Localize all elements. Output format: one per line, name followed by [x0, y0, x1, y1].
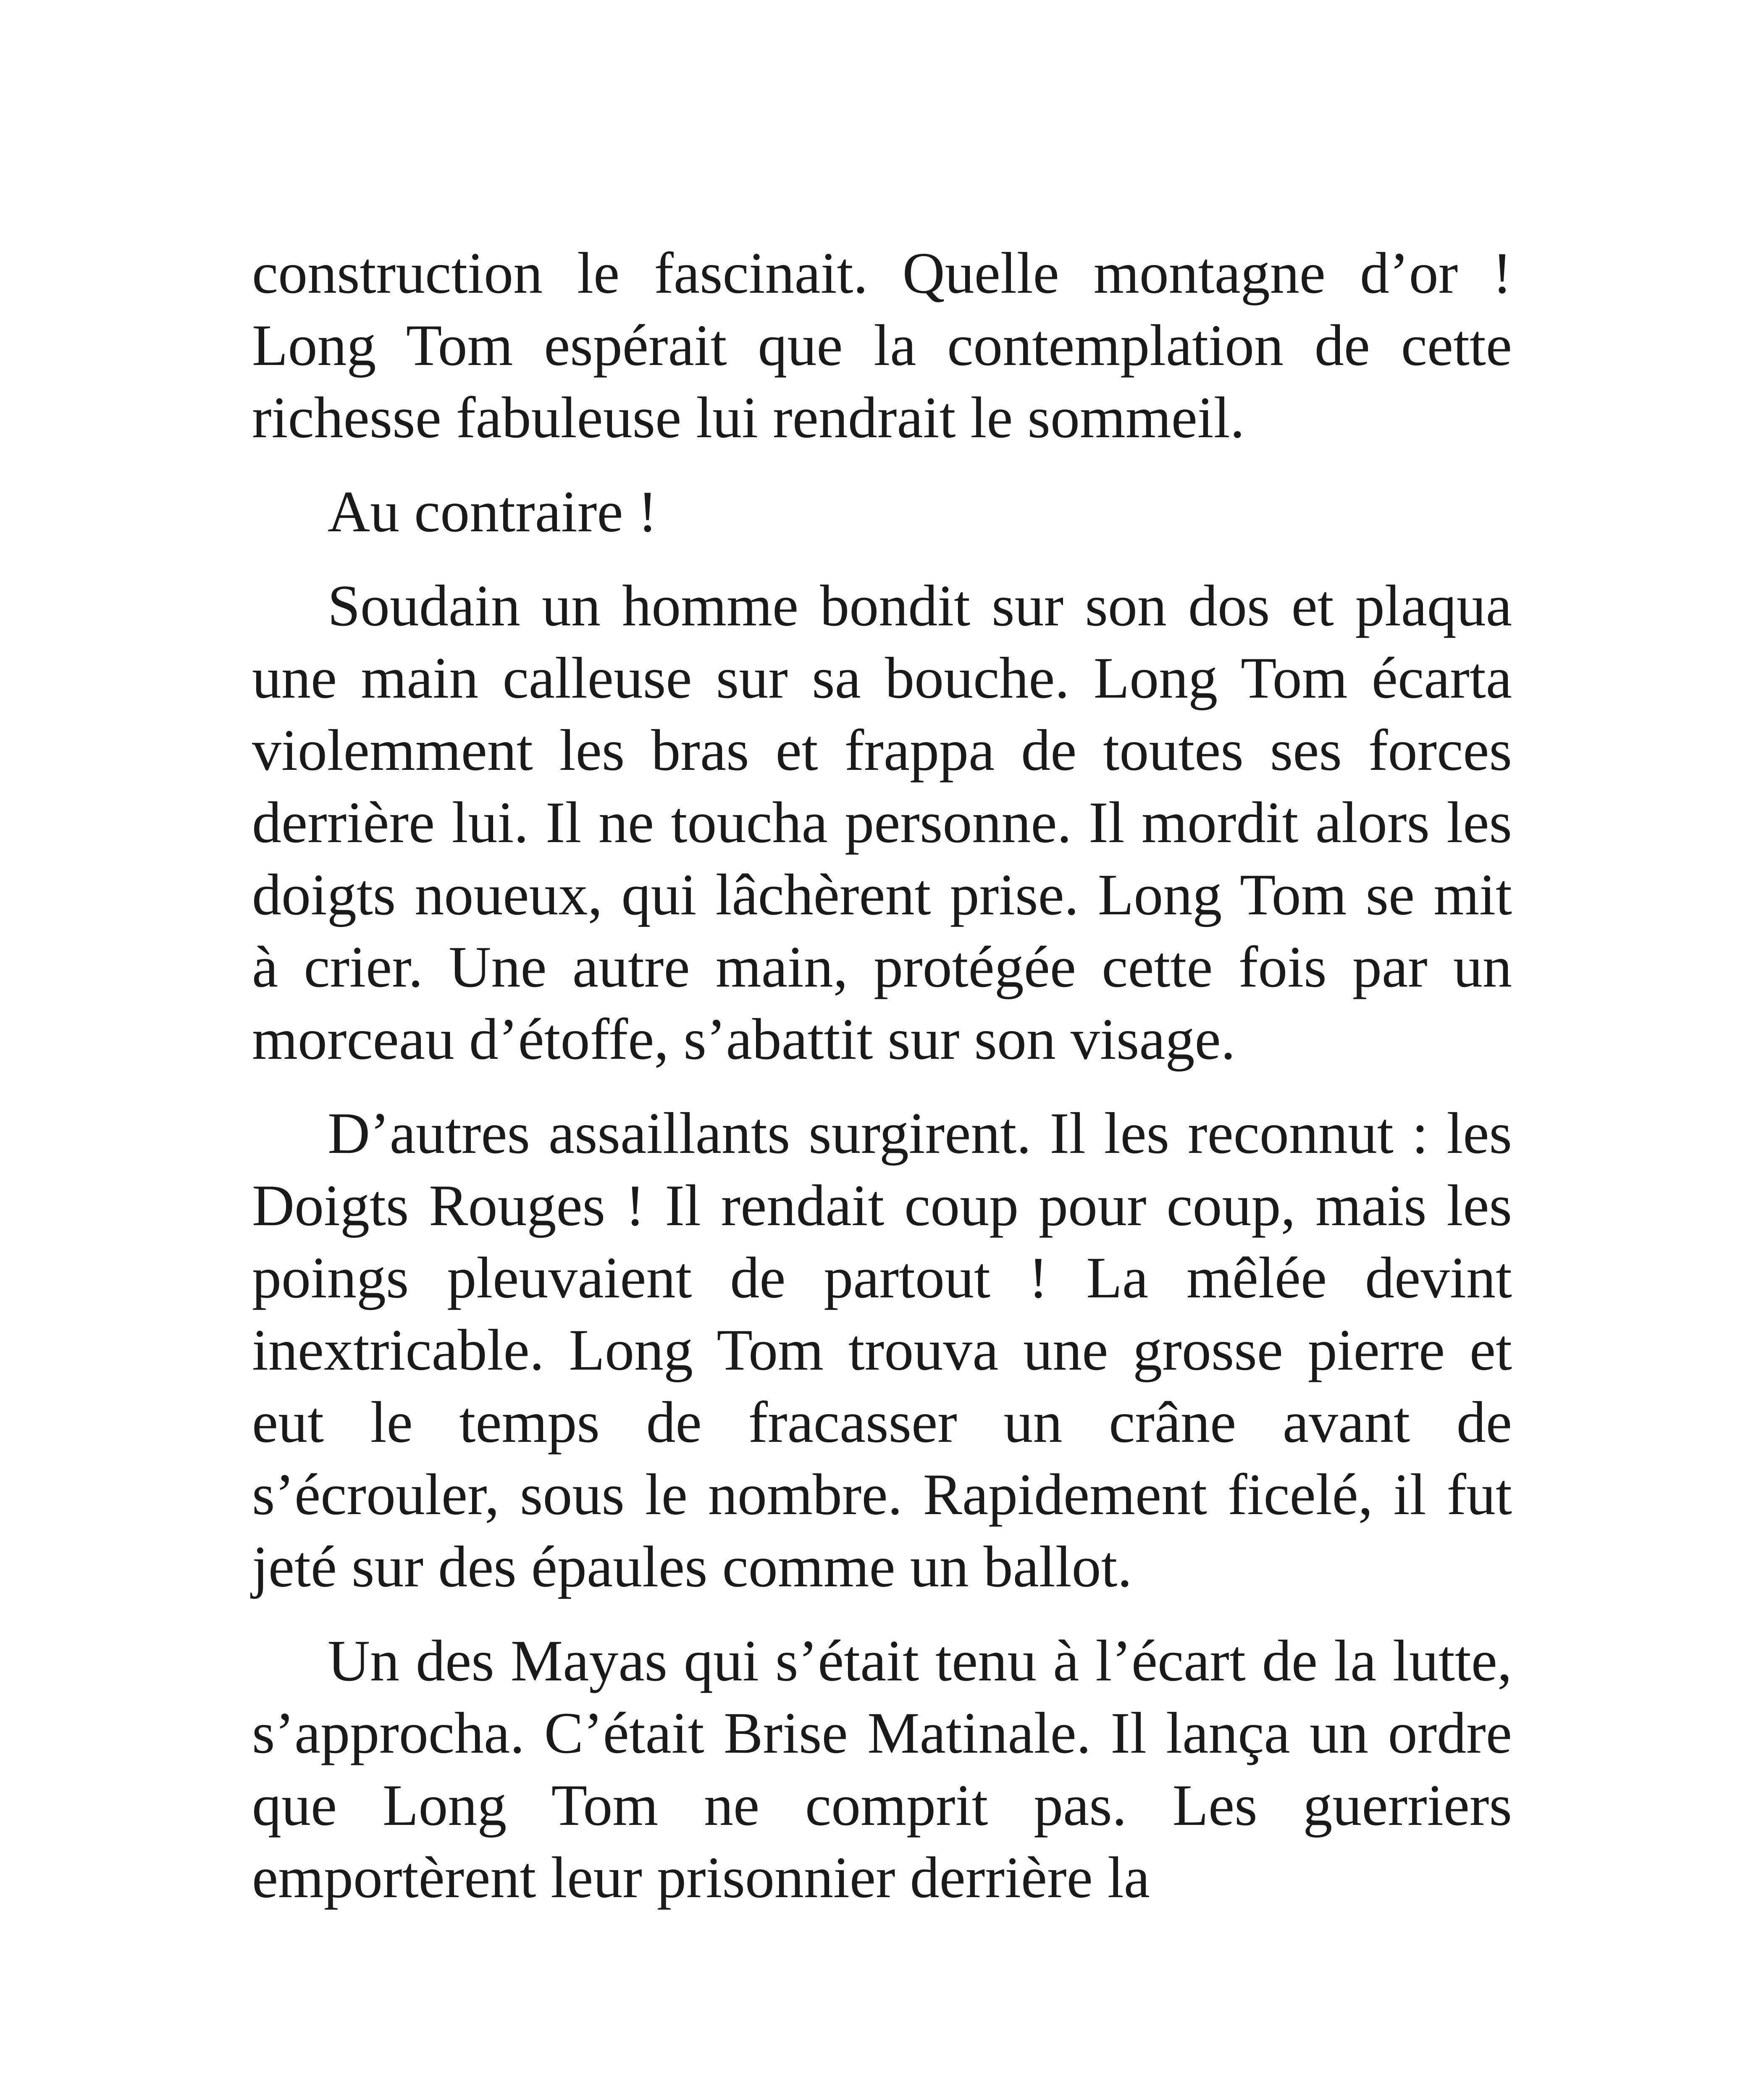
paragraph-4: D’autres assaillants surgirent. Il les reconnut : les Doigts Rouges ! Il rendait coup pour coup, mais les poings pleuvaient de partout ! La mêlée devint inextricable. Long Tom trouva une grosse pierre et eut le temps de fracasser un crâne avant de s’écrouler, sous le nombre. Rapidement ficelé, il fut jeté sur des épaules comme un ballot. [252, 1101, 1512, 1599]
paragraph-2: Au contraire ! [328, 479, 658, 544]
paragraph-5: Un des Mayas qui s’était tenu à l’écart de la lutte, s’approcha. C’était Brise Matinale. Il lança un ordre que Long Tom ne comprit pas. Les guerriers emportèrent leur prisonnier derrière la [252, 1628, 1512, 1910]
paragraph-1: construction le fascinait. Quelle montagne d’or ! Long Tom espérait que la contemplation de cette richesse fabuleuse lui rendrait le sommeil. [252, 241, 1512, 450]
body-text [252, 237, 1512, 1936]
paragraph-3: Soudain un homme bondit sur son dos et plaqua une main calleuse sur sa bouche. Long Tom écarta violemment les bras et frappa de toutes ses forces derrière lui. Il ne toucha personne. Il mordit alors les doigts noueux, qui lâchèrent prise. Long Tom se mit à crier. Une autre main, protégée cette fois par un morceau d’étoffe, s’abattit sur son visage. [252, 573, 1512, 1072]
